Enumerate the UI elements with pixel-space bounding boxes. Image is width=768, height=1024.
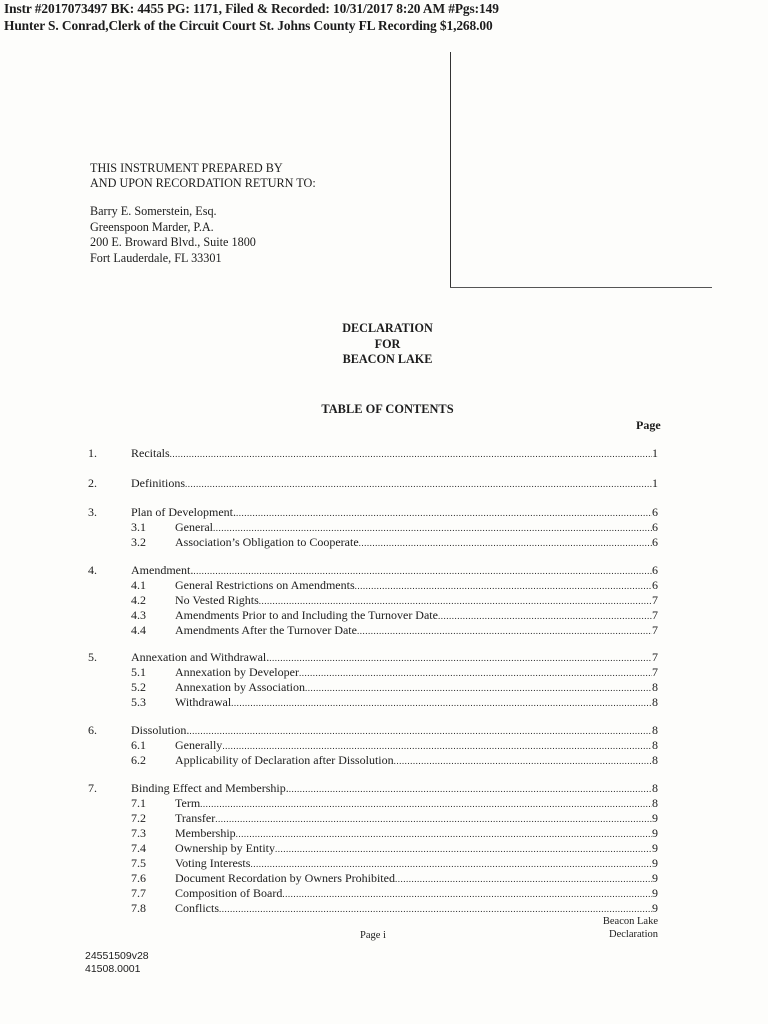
toc-leader-dots [299, 666, 652, 681]
recording-box-left-border [450, 52, 451, 288]
toc-leader-dots [359, 536, 652, 551]
toc-section-entry [131, 650, 658, 666]
toc-subsection-row [0, 535, 768, 550]
toc-subsection-page: 7 [652, 608, 658, 622]
toc-subsection-number: 3.1 [131, 520, 146, 534]
toc-subsection-entry [175, 695, 658, 711]
toc-subsection-row [0, 608, 768, 623]
toc-subsection-page: 7 [652, 665, 658, 679]
toc-subsection-number: 5.2 [131, 680, 146, 694]
address-line-1: Barry E. Somerstein, Esq. [90, 204, 217, 218]
toc-subsection-entry [175, 680, 658, 696]
toc-subsection-number: 4.4 [131, 623, 146, 637]
toc-leader-dots [215, 812, 652, 827]
toc-subsection-title: Membership [175, 826, 236, 840]
toc-subsection-page: 7 [652, 623, 658, 637]
toc-leader-dots [355, 579, 652, 594]
toc-subsection-number: 7.1 [131, 796, 146, 810]
address-line-4: Fort Lauderdale, FL 33301 [90, 250, 222, 265]
toc-subsection-page: 9 [652, 886, 658, 900]
toc-subsection-page: 7 [652, 593, 658, 607]
toc-subsection-page: 9 [652, 901, 658, 915]
toc-section-row [0, 723, 768, 738]
toc-subsection-number: 7.8 [131, 901, 146, 915]
toc-subsection-number: 4.2 [131, 593, 146, 607]
toc-section-entry [131, 781, 658, 797]
toc-subsection-entry [175, 608, 658, 624]
footer-page-number: Page i [360, 930, 386, 941]
toc-section-title: Definitions [131, 476, 185, 490]
toc-leader-dots [222, 739, 652, 754]
toc-subsection-row [0, 811, 768, 826]
recording-box-bottom-border [450, 287, 712, 288]
toc-subsection-number: 7.4 [131, 841, 146, 855]
toc-subsection-number: 6.1 [131, 738, 146, 752]
toc-subsection-row [0, 680, 768, 695]
toc-section-row [0, 446, 768, 461]
toc-subsection-page: 6 [652, 535, 658, 549]
toc-subsection-entry [175, 871, 658, 887]
toc-subsection-title: Generally [175, 738, 223, 752]
toc-section-title: Dissolution. [131, 723, 190, 737]
toc-leader-dots [289, 782, 652, 797]
toc-section-row [0, 650, 768, 665]
toc-subsection-row [0, 871, 768, 886]
toc-leader-dots [250, 857, 652, 872]
toc-section-entry [131, 563, 658, 579]
toc-leader-dots [395, 872, 652, 887]
toc-subsection-title: Applicability of Declaration after Dissolution [175, 753, 394, 767]
toc-leader-dots [219, 902, 652, 917]
toc-subsection-title: General Restrictions on Amendments [175, 578, 355, 592]
toc-subsection-entry [175, 886, 658, 902]
toc-leader-dots [357, 624, 652, 639]
toc-subsection-page: 8 [652, 796, 658, 810]
prepared-by-block [90, 161, 316, 191]
toc-subsection-page: 9 [652, 871, 658, 885]
toc-section-page: 6 [652, 505, 658, 519]
toc-subsection-number: 3.2 [131, 535, 146, 549]
toc-section-entry [131, 446, 658, 462]
toc-subsection-row [0, 695, 768, 710]
toc-section-page: 6 [652, 563, 658, 577]
toc-section-number: 4. [88, 563, 97, 577]
toc-section-entry [131, 723, 658, 739]
toc-subsection-page: 8 [652, 738, 658, 752]
toc-section-title: Recitals [131, 446, 170, 460]
prepared-by-line-1: THIS INSTRUMENT PREPARED BY [90, 161, 283, 175]
toc-subsection-entry [175, 753, 658, 769]
toc-subsection-number: 7.6 [131, 871, 146, 885]
toc-subsection-entry [175, 811, 658, 827]
toc-section-entry [131, 505, 658, 521]
toc-leader-dots [189, 724, 652, 739]
toc-leader-dots [200, 797, 652, 812]
toc-section-row [0, 476, 768, 491]
toc-subsection-title: No Vested Rights [175, 593, 259, 607]
toc-subsection-row [0, 520, 768, 535]
toc-subsection-title: Composition of Board [175, 886, 283, 900]
footer-document-name [598, 915, 658, 941]
toc-leader-dots [170, 447, 652, 462]
toc-subsection-number: 7.5 [131, 856, 146, 870]
toc-subsection-title: Document Recordation by Owners Prohibited [175, 871, 395, 885]
toc-subsection-number: 7.3 [131, 826, 146, 840]
toc-section-row [0, 781, 768, 796]
toc-subsection-title: Annexation by Developer [175, 665, 299, 679]
toc-subsection-entry [175, 535, 658, 551]
toc-subsection-row [0, 826, 768, 841]
toc-subsection-number: 5.1 [131, 665, 146, 679]
toc-leader-dots [236, 827, 652, 842]
toc-section-number: 3. [88, 505, 97, 519]
toc-subsection-title: General [175, 520, 213, 534]
toc-subsection-row [0, 841, 768, 856]
toc-section-title: Amendment. [131, 563, 194, 577]
toc-leader-dots [193, 564, 652, 579]
toc-subsection-entry [175, 578, 658, 594]
toc-section-number: 1. [88, 446, 97, 460]
toc-section-row [0, 563, 768, 578]
footer-right-line-2: Declaration [609, 929, 658, 940]
toc-leader-dots [259, 594, 652, 609]
toc-subsection-entry [175, 796, 658, 812]
toc-leader-dots [305, 681, 652, 696]
toc-section-number: 6. [88, 723, 97, 737]
toc-section-number: 5. [88, 650, 97, 664]
address-line-3: 200 E. Broward Blvd., Suite 1800 [90, 235, 256, 249]
toc-subsection-entry [175, 856, 658, 872]
toc-subsection-row [0, 623, 768, 638]
toc-leader-dots [282, 887, 652, 902]
prepared-by-line-2: AND UPON RECORDATION RETURN TO: [90, 176, 316, 190]
toc-subsection-title: Voting Interests [175, 856, 251, 870]
toc-subsection-page: 9 [652, 826, 658, 840]
toc-leader-dots [275, 842, 652, 857]
toc-subsection-title: Amendments After the Turnover Date [175, 623, 357, 637]
toc-subsection-row [0, 665, 768, 680]
title-line-2: FOR [374, 336, 401, 351]
toc-subsection-number: 4.3 [131, 608, 146, 622]
toc-leader-dots [438, 609, 652, 624]
toc-subsection-entry [175, 665, 658, 681]
toc-section-entry [131, 476, 658, 492]
toc-subsection-entry [175, 520, 658, 536]
address-line-2: Greenspoon Marder, P.A. [90, 219, 214, 234]
document-id-block [85, 950, 149, 975]
toc-leader-dots [213, 521, 652, 536]
toc-subsection-page: 8 [652, 753, 658, 767]
doc-id-line-1: 24551509v28 [85, 950, 149, 962]
toc-leader-dots [394, 754, 652, 769]
toc-subsection-number: 6.2 [131, 753, 146, 767]
toc-section-page: 7 [652, 650, 658, 664]
toc-subsection-row [0, 886, 768, 901]
toc-subsection-number: 7.7 [131, 886, 146, 900]
toc-subsection-row [0, 593, 768, 608]
toc-section-row [0, 505, 768, 520]
toc-section-page: 1 [652, 476, 658, 490]
toc-subsection-page: 6 [652, 520, 658, 534]
toc-subsection-title: Term [175, 796, 201, 810]
toc-subsection-entry [175, 826, 658, 842]
toc-leader-dots [269, 651, 652, 666]
document-title [0, 321, 768, 368]
toc-subsection-row [0, 901, 768, 916]
toc-subsection-title: Withdrawal [175, 695, 232, 709]
footer-right-line-1: Beacon Lake [602, 916, 658, 927]
toc-subsection-row [0, 738, 768, 753]
toc-subsection-entry [175, 593, 658, 609]
recording-header-line-2: Hunter S. Conrad,Clerk of the Circuit Court St. Johns County FL Recording $1,268.00 [4, 18, 493, 33]
toc-subsection-number: 5.3 [131, 695, 146, 709]
title-line-3: BEACON LAKE [342, 352, 433, 366]
toc-leader-dots [236, 506, 652, 521]
toc-leader-dots [185, 477, 652, 492]
toc-subsection-row [0, 753, 768, 768]
toc-leader-dots [231, 696, 652, 711]
toc-section-title: Plan of Development. [131, 505, 236, 519]
toc-subsection-page: 8 [652, 680, 658, 694]
toc-subsection-page: 6 [652, 578, 658, 592]
toc-subsection-page: 9 [652, 811, 658, 825]
toc-section-page: 8 [652, 781, 658, 795]
toc-heading: TABLE OF CONTENTS [321, 402, 454, 416]
recording-header-line-1: Instr #2017073497 BK: 4455 PG: 1171, Filed & Recorded: 10/31/2017 8:20 AM #Pgs:149 [4, 1, 499, 16]
toc-section-number: 2. [88, 476, 97, 490]
toc-subsection-row [0, 796, 768, 811]
toc-subsection-title: Association’s Obligation to Cooperate [175, 535, 359, 549]
page-column-label: Page [636, 418, 661, 432]
toc-section-title: Annexation and Withdrawal. [131, 650, 270, 664]
toc-subsection-entry [175, 841, 658, 857]
toc-subsection-title: Annexation by Association [175, 680, 305, 694]
return-address-block [90, 204, 256, 266]
toc-section-page: 8 [652, 723, 658, 737]
toc-subsection-number: 4.1 [131, 578, 146, 592]
toc-section-title: Binding Effect and Membership. [131, 781, 289, 795]
toc-subsection-title: Amendments Prior to and Including the Turnover Date [175, 608, 438, 622]
toc-section-number: 7. [88, 781, 97, 795]
toc-subsection-page: 9 [652, 841, 658, 855]
toc-subsection-row [0, 578, 768, 593]
toc-subsection-page: 9 [652, 856, 658, 870]
toc-subsection-entry [175, 623, 658, 639]
toc-subsection-number: 7.2 [131, 811, 146, 825]
toc-subsection-title: Ownership by Entity [175, 841, 275, 855]
toc-subsection-title: Transfer [175, 811, 216, 825]
toc-subsection-entry [175, 901, 658, 917]
title-line-1: DECLARATION [342, 321, 433, 335]
toc-subsection-title: Conflicts [175, 901, 219, 915]
doc-id-line-2: 41508.0001 [85, 962, 141, 975]
toc-section-page: 1 [652, 446, 658, 460]
toc-subsection-row [0, 856, 768, 871]
toc-subsection-page: 8 [652, 695, 658, 709]
toc-subsection-entry [175, 738, 658, 754]
